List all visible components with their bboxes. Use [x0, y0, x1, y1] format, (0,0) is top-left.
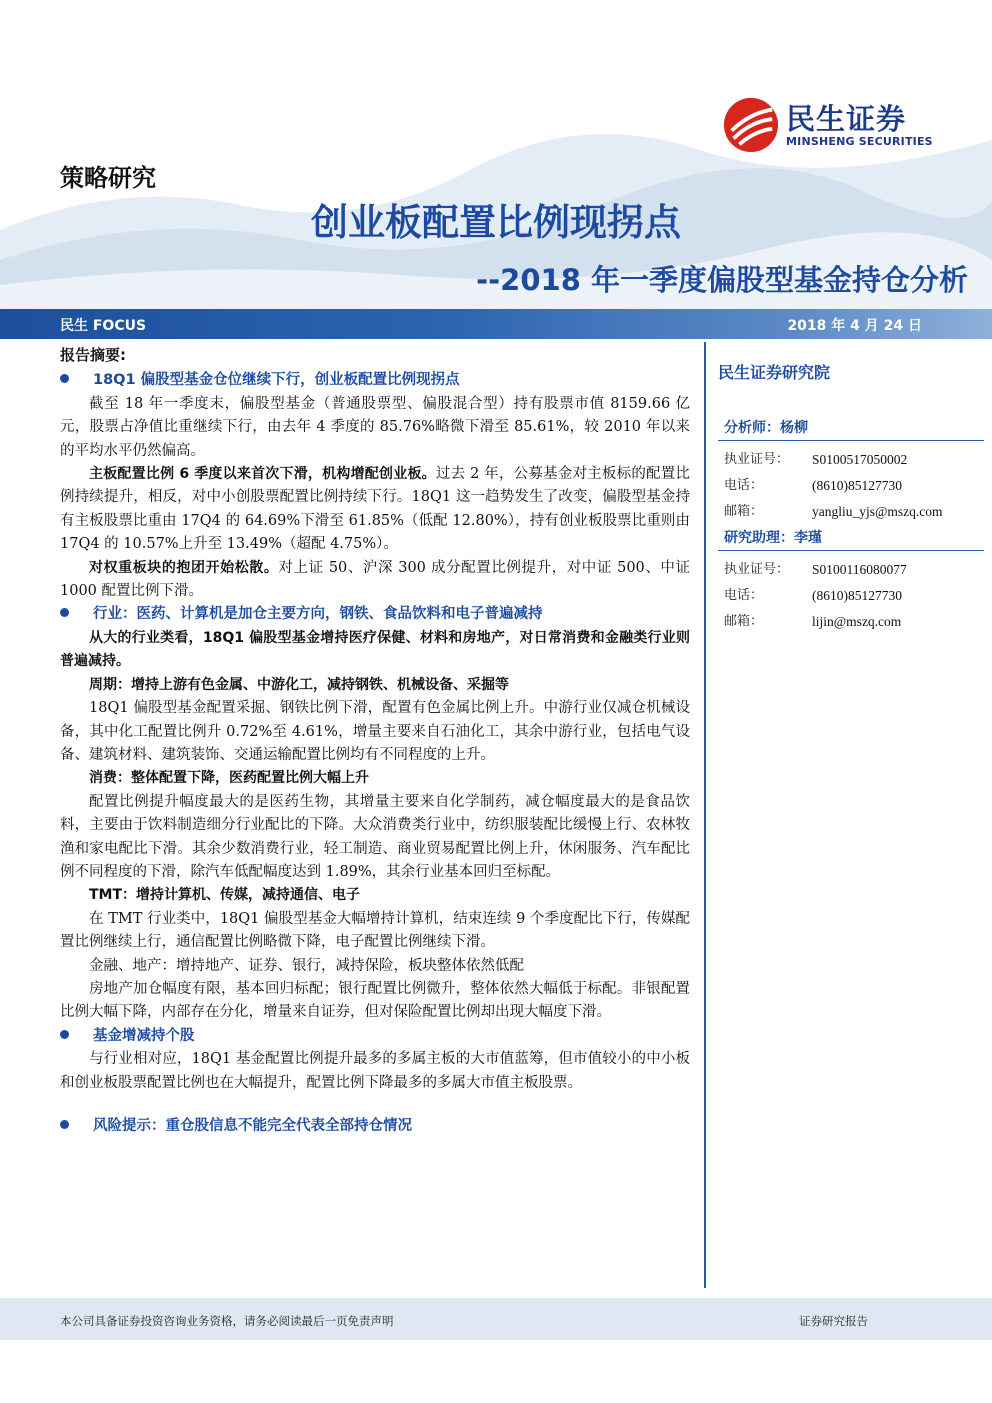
bullet-dot-icon	[60, 608, 69, 617]
email-link[interactable]: lijin@mszq.com	[812, 614, 902, 629]
paragraph-lead: 从大的行业类看，18Q1 偏股型基金增持医疗保健、材料和房地产，对日常消费和金融类行业则普遍减持。	[60, 629, 690, 670]
email-link[interactable]: yangliu_yjs@mszq.com	[812, 504, 943, 519]
subheading	[60, 674, 690, 697]
bullet-text: 基金增减持个股	[93, 1027, 195, 1044]
paragraph: 金融、地产：增持地产、证券、银行，减持保险，板块整体依然低配	[89, 957, 524, 974]
field-value: S0100517050002	[812, 452, 908, 467]
field-label: 执业证号：	[724, 562, 790, 577]
bullet-text: 行业：医药、计算机是加仓主要方向，钢铁、食品饮料和电子普遍减持	[93, 606, 543, 623]
paragraph: 房地产加仓幅度有限，基本回归标配；银行配置比例微升，整体依然大幅低于标配。非银配置比例大幅下降，内部存在分化，增量来自证券，但对保险配置比例却出现大幅度下滑。	[60, 980, 690, 1021]
analyst-cert	[718, 447, 984, 473]
header-bar	[0, 309, 992, 339]
bullet-dot-icon	[60, 1120, 69, 1129]
report-type: 证券研究报告	[799, 1314, 868, 1328]
subheading-text: 周期：增持上游有色金属、中游化工，减持钢铁、机械设备、采掘等	[89, 676, 509, 693]
paragraph-lead: 对权重板块的抱团开始松散。	[89, 559, 279, 576]
paragraph-body: 过去 2 年，公募基金对主板标的配置比例持续提升，相反，对中小创股票配置比例持续下行。18Q1 这一趋势发生了改变，偏股型基金持有主板股票比重由 17Q4 的 64.69%下滑至 61.85%（低配 12.80%），持有创业板股票比重则由 17Q4 的 10.57%上升至 13.49%（超配 4.75%）。	[60, 466, 690, 553]
summary-heading: 报告摘要:	[60, 346, 126, 364]
bullet-risk	[60, 1115, 690, 1138]
focus-label: 民生 FOCUS	[60, 318, 147, 334]
minsheng-logo-icon	[722, 96, 780, 154]
analyst-heading: 分析师：杨柳	[718, 417, 984, 441]
assistant-cert	[718, 557, 984, 583]
report-date: 2018 年 4 月 24 日	[787, 318, 922, 334]
paragraph: 截至 18 年一季度末，偏股型基金（普通股票型、偏股混合型）持有股票市值 8159.66 亿元，股票占净值比重继续下行，由去年 4 季度的 85.76%略微下滑至 85.61%，较 2010 年以来的平均水平仍然偏高。	[60, 395, 690, 459]
field-value: (8610)85127730	[812, 478, 902, 493]
column-divider	[704, 342, 706, 1288]
analyst-email	[718, 499, 984, 525]
page-footer	[0, 1298, 992, 1340]
assistant-email	[718, 609, 984, 635]
institute-name: 民生证券研究院	[718, 363, 831, 382]
bullet-text: 18Q1 偏股型基金仓位继续下行，创业板配置比例现拐点	[93, 372, 460, 389]
assistant-tel	[718, 583, 984, 609]
paragraph: 18Q1 偏股型基金配置采掘、钢铁比例下滑，配置有色金属比例上升。中游行业仅减仓机械设备，其中化工配置比例升 0.72%至 4.61%，增量主要来自石油化工，其余中游行业，包括电气设备、建筑材料、建筑装饰、交通运输配置比例均有不同程度的上升。	[60, 700, 690, 763]
report-title: 创业板配置比例现拐点	[311, 201, 681, 244]
logo-en: MINSHENG SECURITIES	[786, 134, 933, 148]
bullet-text: 风险提示：重仓股信息不能完全代表全部持仓情况	[93, 1118, 412, 1134]
bullet-dot-icon	[60, 1030, 69, 1039]
paragraph: 与行业相对应，18Q1 基金配置比例提升最多的多属主板的大市值蓝筹，但市值较小的中小板和创业板股票配置比例也在大幅提升，配置比例下降最多的多属大市值主板股票。	[60, 1051, 690, 1091]
analyst-sidebar	[718, 360, 984, 635]
field-label: 电话：	[724, 478, 764, 493]
paragraph	[60, 463, 690, 557]
assistant-heading: 研究助理：李瑾	[718, 527, 984, 551]
bullet-industry	[60, 603, 690, 626]
paragraph-lead: 主板配置比例 6 季度以来首次下滑，机构增配创业板。	[89, 466, 436, 483]
subheading-text: 消费：整体配置下降，医药配置比例大幅上升	[89, 770, 369, 787]
report-subtitle: --2018 年一季度偏股型基金持仓分析	[476, 263, 968, 297]
paragraph: 在 TMT 行业类中，18Q1 偏股型基金大幅增持计算机，结束连续 9 个季度配比下行，传媒配置比例继续上行，通信配置比例略微下降，电子配置比例继续下滑。	[60, 910, 690, 951]
field-value: (8610)85127730	[812, 588, 902, 603]
bullet-dot-icon	[60, 374, 69, 383]
summary-section	[60, 344, 690, 1138]
paragraph	[60, 627, 690, 674]
logo-cn: 民生证券	[786, 101, 907, 136]
paragraph	[60, 557, 690, 604]
paragraph-body: 对上证 50、沪深 300 成分配置比例提升，对中证 500、中证 1000 配置比例下滑。	[60, 559, 690, 600]
paragraph: 配置比例提升幅度最大的是医药生物，其增量主要来自化学制药，减仓幅度最大的是食品饮料，主要由于饮料制造细分行业配比的下降。大众消费类行业中，纺织服装配比缓慢上行、农林牧渔和家电配比下滑。其余少数消费行业，轻工制造、商业贸易配置比例上升，休闲服务、汽车配比例不同程度的下滑，除汽车低配幅度达到 1.89%，其余行业基本回归至标配。	[60, 793, 690, 880]
bullet-allocation	[60, 369, 690, 392]
field-label: 邮箱：	[724, 504, 764, 519]
field-value: S0100116080077	[812, 562, 907, 577]
field-label: 电话：	[724, 588, 764, 603]
disclaimer-note: 本公司具备证券投资咨询业务资格，请务必阅读最后一页免责声明	[60, 1314, 394, 1328]
subheading	[60, 884, 690, 907]
company-logo	[722, 96, 933, 154]
subheading-text: TMT：增持计算机、传媒，减持通信、电子	[89, 887, 361, 904]
field-label: 执业证号：	[724, 452, 790, 467]
report-category: 策略研究	[60, 164, 156, 192]
analyst-tel	[718, 473, 984, 499]
subheading	[60, 767, 690, 790]
bullet-stocks	[60, 1025, 690, 1048]
field-label: 邮箱：	[724, 614, 764, 629]
